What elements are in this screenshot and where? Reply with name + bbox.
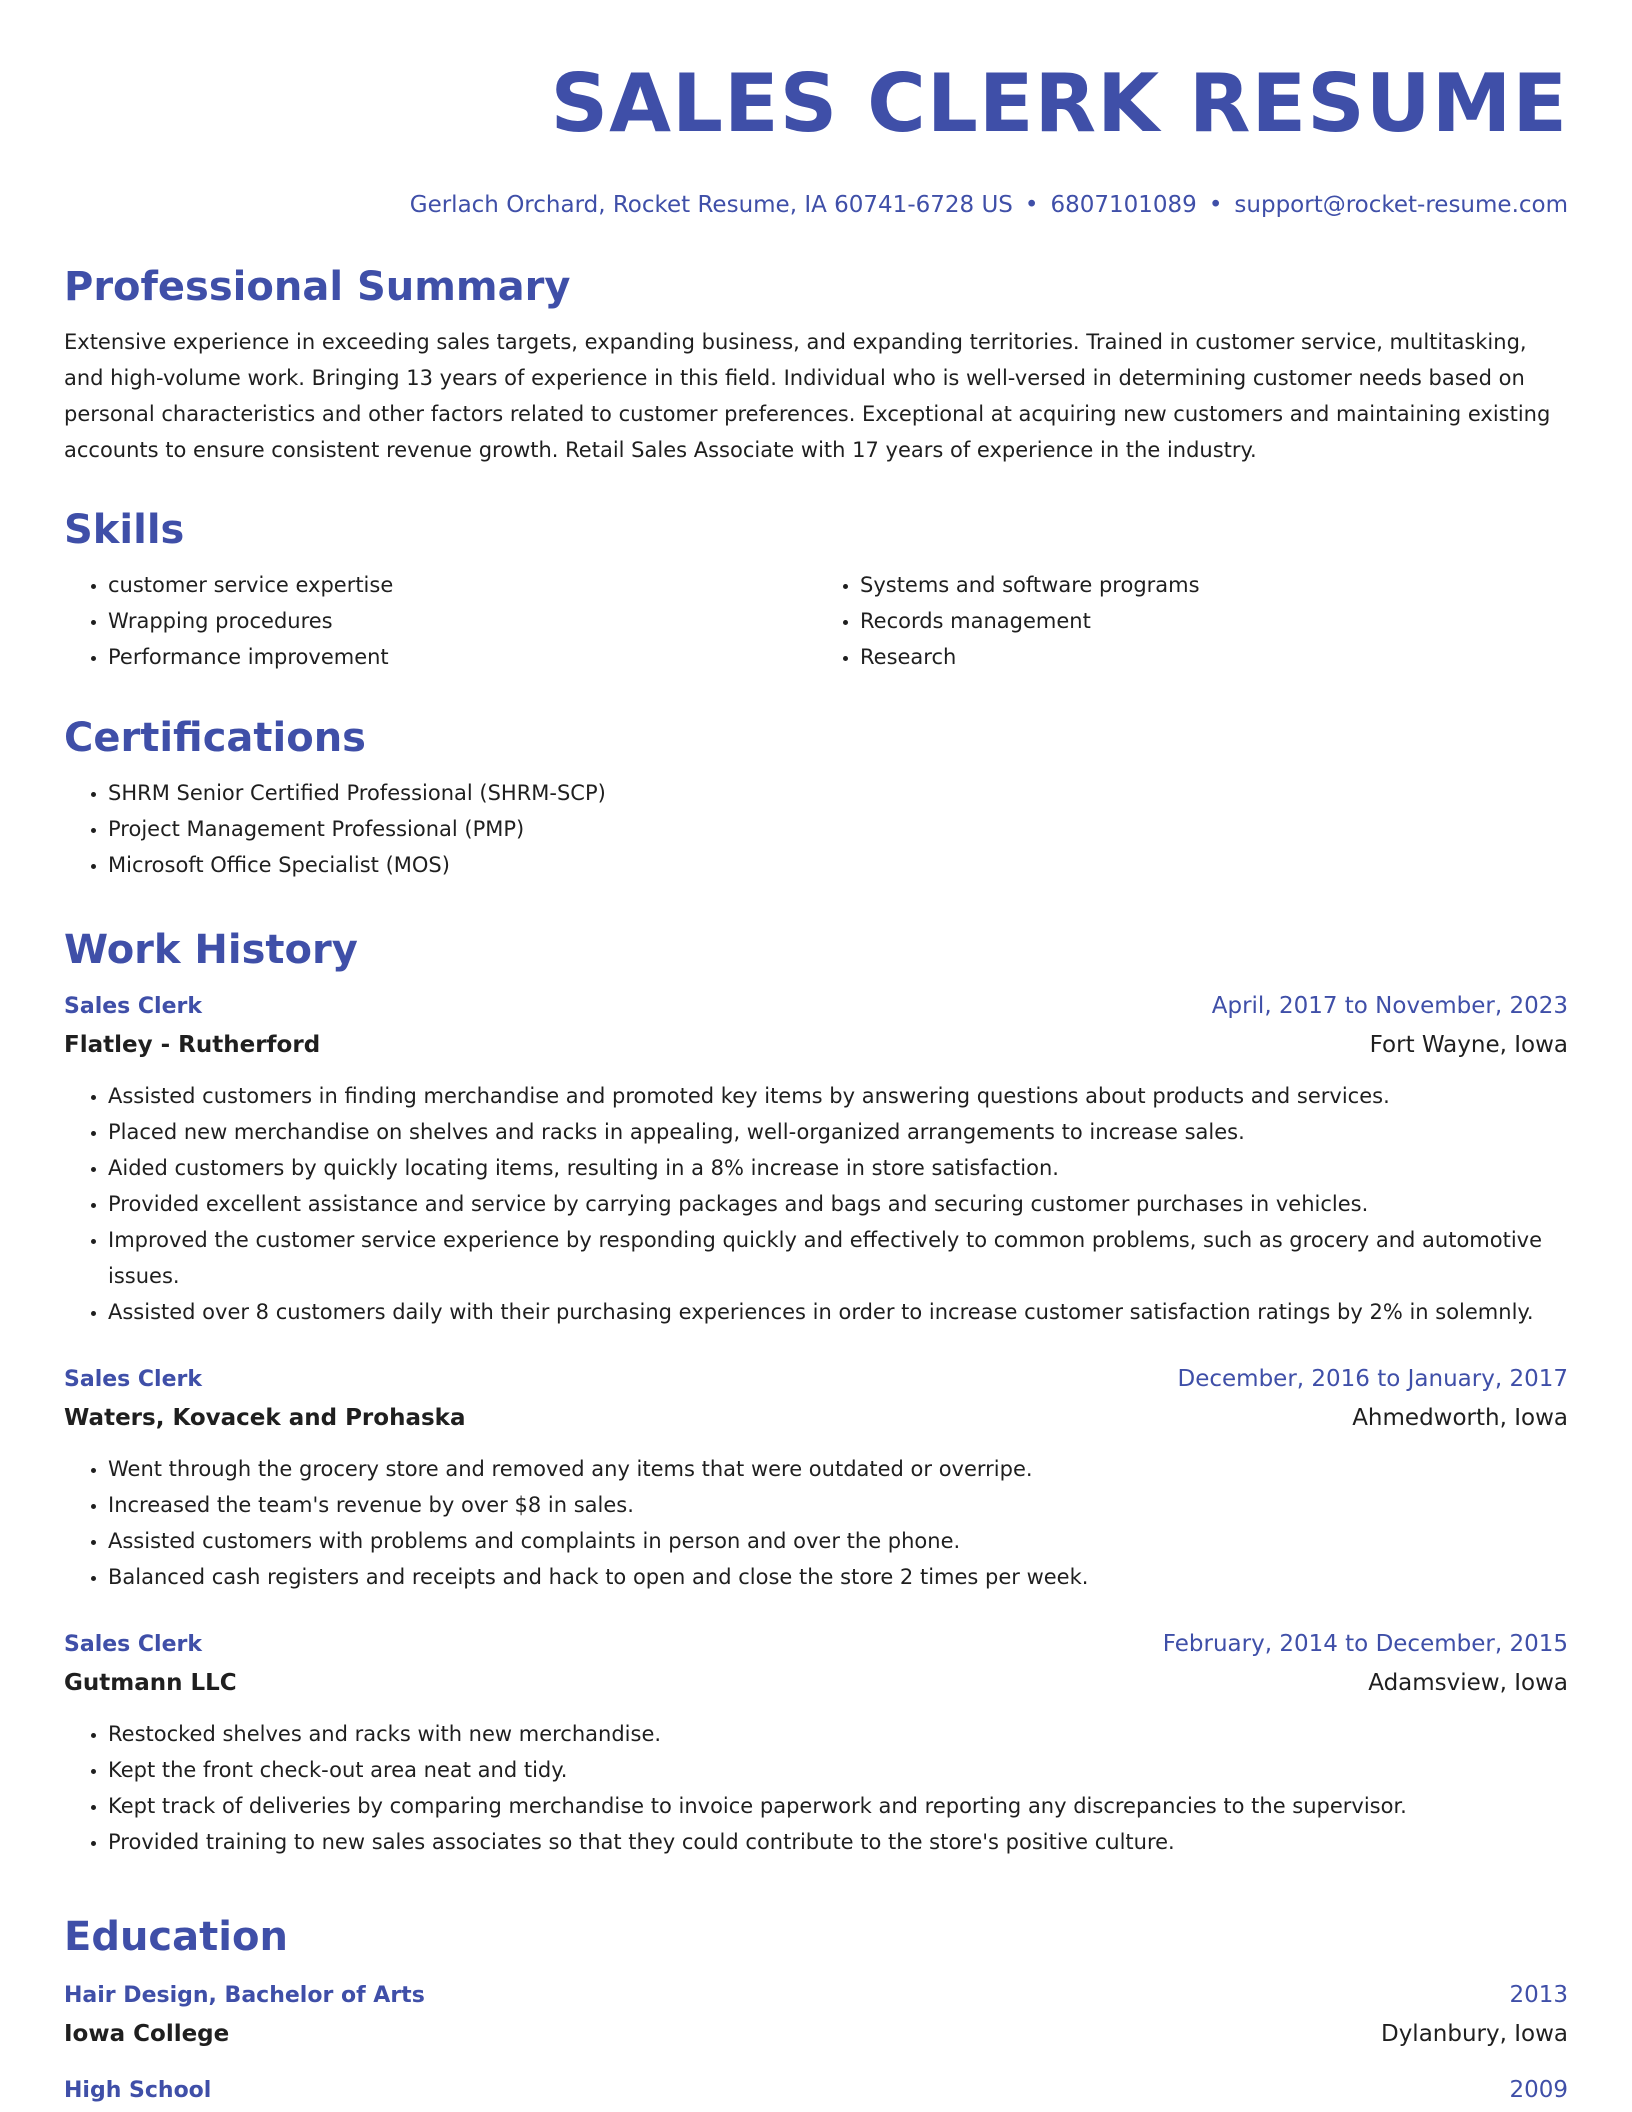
list-item: • Aided customers by quickly locating items, resulting in a 8% increase in store satisfaction. bbox=[108, 1150, 1568, 1186]
graduation-year: 2009 bbox=[1509, 2077, 1568, 2103]
job-header bbox=[64, 1625, 1568, 1664]
degree: High School bbox=[64, 2078, 212, 2103]
skills-columns bbox=[64, 567, 1568, 675]
list-item: • Microsoft Office Specialist (MOS) bbox=[108, 847, 1568, 883]
job-location: Adamsview, Iowa bbox=[1368, 1670, 1568, 1696]
education-entry bbox=[64, 1976, 1568, 2053]
section-heading-certifications: Certifications bbox=[64, 715, 366, 761]
list-item: • Kept track of deliveries by comparing merchandise to invoice paperwork and reporting any discrepancies to the supervisor. bbox=[108, 1788, 1568, 1824]
list-item: • Performance improvement bbox=[108, 639, 816, 675]
contact-line bbox=[64, 190, 1568, 220]
list-item: • Restocked shelves and racks with new merchandise. bbox=[108, 1716, 1568, 1752]
list-item: • Assisted customers in finding merchandise and promoted key items by answering questions about products and services. bbox=[108, 1078, 1568, 1114]
list-item: • Kept the front check-out area neat and tidy. bbox=[108, 1752, 1568, 1788]
job-subheader bbox=[64, 1399, 1568, 1437]
job-title: Sales Clerk bbox=[64, 1367, 202, 1392]
list-item: • Records management bbox=[860, 603, 1568, 639]
graduation-year: 2013 bbox=[1509, 1982, 1568, 2008]
job-company: Flatley - Rutherford bbox=[64, 1032, 321, 1058]
job-header bbox=[64, 1360, 1568, 1399]
summary-text: Extensive experience in exceeding sales targets, expanding business, and expanding territories. Trained in customer service, multitasking, and high-volume work. Bringing 13 years of experience in this field. Individual who is well-versed in determining customer needs based on personal characteristics and other factors related to customer preferences. Exceptional at acquiring new customers and maintaining existing accounts to ensure consistent revenue growth. Retail Sales Associate with 17 years of experience in the industry. bbox=[64, 330, 1551, 462]
job-dates: April, 2017 to November, 2023 bbox=[1211, 993, 1568, 1019]
school-name: Iowa College bbox=[64, 2021, 230, 2047]
job-entry bbox=[64, 987, 1568, 1330]
list-item: • Went through the grocery store and removed any items that were outdated or overripe. bbox=[108, 1451, 1568, 1487]
certifications-section bbox=[64, 713, 1568, 883]
job-bullets bbox=[64, 1451, 1568, 1595]
school-location: Dylanbury, Iowa bbox=[1380, 2021, 1568, 2047]
list-item: • Research bbox=[860, 639, 1568, 675]
list-item: • Improved the customer service experience by responding quickly and effectively to common problems, such as grocery and automotive issues. bbox=[108, 1222, 1568, 1294]
address: Gerlach Orchard, Rocket Resume, IA 60741-6728 US bbox=[409, 192, 1013, 218]
list-item: • Assisted customers with problems and complaints in person and over the phone. bbox=[108, 1523, 1568, 1559]
job-company: Waters, Kovacek and Prohaska bbox=[64, 1405, 466, 1431]
list-item: • customer service expertise bbox=[108, 567, 816, 603]
section-heading-work-history: Work History bbox=[64, 927, 358, 973]
list-item: • Systems and software programs bbox=[860, 567, 1568, 603]
list-item: • Increased the team's revenue by over $8 in sales. bbox=[108, 1487, 1568, 1523]
job-subheader bbox=[64, 1664, 1568, 1702]
job-title: Sales Clerk bbox=[64, 1632, 202, 1657]
resume-title: SALES CLERK RESUME bbox=[550, 57, 1568, 150]
job-entry bbox=[64, 1360, 1568, 1595]
separator: • bbox=[1024, 192, 1039, 218]
list-item: • Balanced cash registers and receipts and hack to open and close the store 2 times per week. bbox=[108, 1559, 1568, 1595]
list-item: • Wrapping procedures bbox=[108, 603, 816, 639]
list-item: • Placed new merchandise on shelves and racks in appealing, well-organized arrangements to increase sales. bbox=[108, 1114, 1568, 1150]
section-heading-education: Education bbox=[64, 1914, 288, 1960]
list-item: • Provided excellent assistance and service by carrying packages and bags and securing customer purchases in vehicles. bbox=[108, 1186, 1568, 1222]
job-bullets bbox=[64, 1716, 1568, 1860]
work-history-section bbox=[64, 925, 1568, 1860]
phone-number: 6807101089 bbox=[1050, 192, 1197, 218]
job-location: Ahmedworth, Iowa bbox=[1352, 1405, 1568, 1431]
skills-list-left bbox=[64, 567, 816, 675]
section-heading-summary: Professional Summary bbox=[64, 264, 571, 310]
education-header bbox=[64, 1976, 1568, 2015]
education-subheader bbox=[64, 2015, 1568, 2053]
job-title: Sales Clerk bbox=[64, 994, 202, 1019]
job-bullets bbox=[64, 1078, 1568, 1330]
section-heading-skills: Skills bbox=[64, 507, 185, 553]
education-section bbox=[64, 1912, 1568, 2110]
certifications-list bbox=[64, 775, 1568, 883]
job-entry bbox=[64, 1625, 1568, 1860]
list-item: • SHRM Senior Certified Professional (SHRM-SCP) bbox=[108, 775, 1568, 811]
summary-section bbox=[64, 262, 1568, 468]
skills-section bbox=[64, 505, 1568, 675]
resume-header bbox=[64, 0, 1568, 220]
job-dates: February, 2014 to December, 2015 bbox=[1162, 1631, 1568, 1657]
education-header bbox=[64, 2071, 1568, 2110]
job-subheader bbox=[64, 1026, 1568, 1064]
list-item: • Provided training to new sales associates so that they could contribute to the store's positive culture. bbox=[108, 1824, 1568, 1860]
separator: • bbox=[1208, 192, 1223, 218]
education-entry bbox=[64, 2071, 1568, 2110]
degree: Hair Design, Bachelor of Arts bbox=[64, 1983, 425, 2008]
job-header bbox=[64, 987, 1568, 1026]
email-address: support@rocket-resume.com bbox=[1234, 192, 1568, 218]
job-location: Fort Wayne, Iowa bbox=[1369, 1032, 1568, 1058]
skills-list-right bbox=[816, 567, 1568, 675]
list-item: • Project Management Professional (PMP) bbox=[108, 811, 1568, 847]
list-item: • Assisted over 8 customers daily with their purchasing experiences in order to increase customer satisfaction ratings by 2% in solemnly. bbox=[108, 1294, 1568, 1330]
job-company: Gutmann LLC bbox=[64, 1670, 237, 1696]
job-dates: December, 2016 to January, 2017 bbox=[1177, 1366, 1568, 1392]
